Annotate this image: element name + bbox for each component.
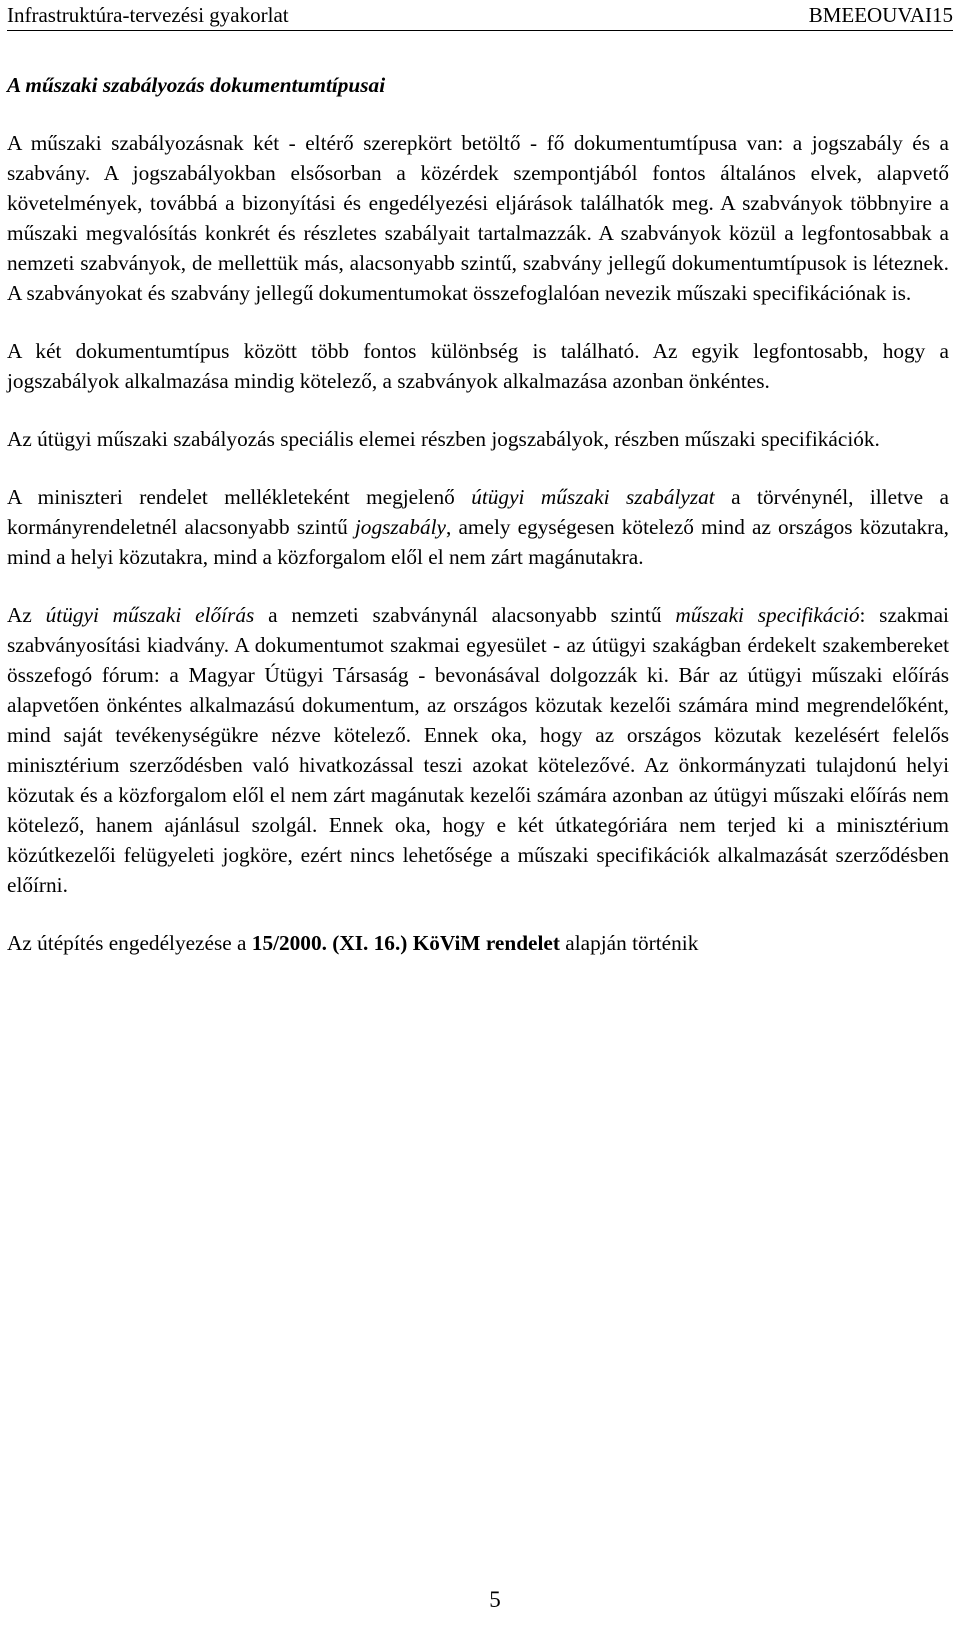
paragraph-road-regulation-elements: Az útügyi műszaki szabályozás speciális elemei részben jogszabályok, részben műszaki specifikációk.: [7, 427, 880, 451]
emphasis-term: műszaki specifikáció: [675, 603, 860, 627]
text-run: a törvénynél, illetve a kormányrendeletnél alacsonyabb szintű: [7, 485, 949, 539]
text-run: A miniszteri rendelet mellékleteként megjelenő: [7, 485, 472, 509]
paragraph-document-types: A műszaki szabályozásnak két - eltérő szerepkört betöltő - fő dokumentumtípusa van: a jogszabály és a szabvány. A jogszabályokban elsősorban a közérdek szempontjából fontos általános elvek, alapvető követelmények, továbbá a bizonyítási és engedélyezési eljárások találhatók meg. A szabványok többnyire a műszaki megvalósítás konkrét és részletes szabályait tartalmazzák. A szabványok közül a legfontosabbak a nemzeti szabványok, de mellettük más, alacsonyabb szintű, szabvány jellegű dokumentumtípusok is léteznek. A szabványokat és szabvány jellegű dokumentumokat összefoglalóan nevezik műszaki specifikációnak is.: [7, 131, 949, 305]
emphasis-term: jogszabály: [354, 515, 446, 539]
text-run: a nemzeti szabványnál alacsonyabb szintű: [254, 603, 676, 627]
header-course-title: Infrastruktúra-tervezési gyakorlat: [7, 3, 289, 27]
paragraph-road-technical-specification: [7, 600, 949, 900]
paragraph-road-permit: [7, 928, 949, 958]
page-number: 5: [489, 1587, 501, 1612]
text-run: , amely egységesen kötelező mind az országos közutakra, mind a helyi közutakra, mind a közforgalom elől el nem zárt magánutakra.: [7, 515, 950, 569]
running-header: [7, 2, 953, 31]
text-run: Az útépítés engedélyezése a: [7, 931, 252, 955]
document-body: [7, 70, 949, 986]
text-run: : szakmai szabványosítási kiadvány. A dokumentumot szakmai egyesület - az útügyi szakágban érdekelt szakembereket összefogó fórum: a Magyar Útügyi Társaság - bevonásával dolgozzák ki. Bár az útügyi műszaki előírás alapvetően önkéntes alkalmazású dokumentum, az országos közutak kezelői számára mind megrendelőként, mind saját tevékenységükre nézve kötelező. Ennek oka, hogy az országos közutak kezelésért felelős minisztérium szerződésben való hivatkozással teszi azokat kötelezővé. Az önkormányzati tulajdonú helyi közutak és a közforgalom elől el nem zárt magánutak kezelői számára azonban az útügyi műszaki előírás nem kötelező, hanem ajánlásul szolgál. Ennek oka, hogy e két útkategóriára nem terjed ki a minisztérium közútkezelői felügyeleti jogköre, ezért nincs lehetősége a műszaki specifikációk alkalmazását szerződésben előírni.: [7, 603, 949, 897]
text-run: alapján történik: [559, 931, 699, 955]
text-run: Az: [7, 603, 46, 627]
header-course-code: BMEEOUVAI15: [808, 3, 953, 27]
paragraph-road-technical-code: [7, 482, 949, 572]
emphasis-term: útügyi műszaki szabályzat: [471, 485, 715, 509]
paragraph-differences: A két dokumentumtípus között több fontos különbség is található. Az egyik legfontosabb, hogy a jogszabályok alkalmazása mindig kötelező, a szabványok alkalmazása azonban önkéntes.: [7, 339, 949, 393]
bold-decree-reference: 15/2000. (XI. 16.) KöViM rendelet: [251, 931, 560, 955]
emphasis-term: útügyi műszaki előírás: [45, 603, 255, 627]
section-title: A műszaki szabályozás dokumentumtípusai: [7, 73, 386, 97]
